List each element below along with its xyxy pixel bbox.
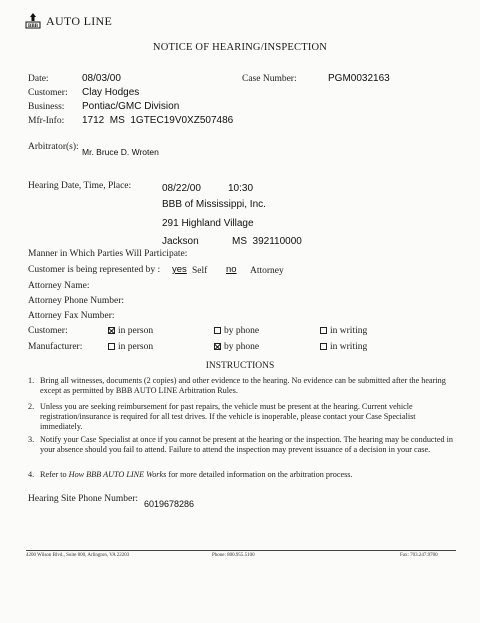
bbb-torch-logo-icon	[24, 12, 42, 30]
attorney-phone-label: Attorney Phone Number:	[28, 296, 125, 306]
instruction-item-4: 4. Refer to How BBB AUTO LINE Works for more detailed information on the arbitration process.	[28, 470, 353, 479]
manufacturer-in-person-option[interactable]: in person	[108, 342, 153, 352]
self-label: Self	[192, 266, 208, 276]
hearing-place-line1: BBB of Mississippi, Inc.	[162, 199, 266, 210]
date-label: Date:	[28, 74, 49, 84]
manufacturer-participation-label: Manufacturer:	[28, 342, 83, 352]
hearing-label: Hearing Date, Time, Place:	[28, 181, 132, 191]
hearing-city: Jackson	[162, 236, 199, 247]
instruction-item-1: 1. Bring all witnesses, documents (2 copies) and other evidence to the hearing. No evidence can be submitted after the hearing except as permitted by BBB AUTO LINE Arbitration Rules.	[28, 376, 446, 395]
customer-label: Customer:	[28, 88, 68, 98]
case-number-label: Case Number:	[242, 74, 297, 84]
footer-phone: Phone: 800.955.5100	[212, 553, 255, 558]
checkbox-icon[interactable]	[214, 327, 221, 334]
footer-divider	[26, 550, 456, 551]
attorney-name-label: Attorney Name:	[28, 281, 90, 291]
arbitrator-value: Mr. Bruce D. Wroten	[82, 147, 159, 157]
attorney-fax-label: Attorney Fax Number:	[28, 311, 115, 321]
attorney-label: Attorney	[250, 266, 284, 276]
instruction-item-3: 3. Notify your Case Specialist at once if you cannot be present at the hearing or the inspection. The hearing may be conducted in your absence should you fail to attend. Failure to attend the inspection may prevent issuance of a decision in your case.	[28, 435, 453, 454]
customer-participation-label: Customer:	[28, 326, 68, 336]
footer-fax: Fax: 703.247.9700	[400, 553, 438, 558]
checkbox-icon[interactable]	[320, 343, 327, 350]
mfr-info-value: 1712 MS 1GTEC19V0XZ507486	[82, 115, 234, 126]
case-number-value: PGM0032163	[328, 73, 390, 84]
hearing-site-phone-label: Hearing Site Phone Number:	[28, 494, 139, 504]
hearing-place-line2: 291 Highland Village	[162, 218, 254, 229]
hearing-state-zip: MS 392110000	[232, 236, 302, 247]
footer-address: 4200 Wilson Blvd., Suite 800, Arlington, VA 22203	[26, 553, 130, 558]
checkbox-icon[interactable]	[320, 327, 327, 334]
arbitrator-label: Arbitrator(s):	[28, 142, 79, 152]
checked-box-icon[interactable]	[108, 327, 115, 334]
checkbox-icon[interactable]	[108, 343, 115, 350]
customer-in-writing-option[interactable]: in writing	[320, 326, 367, 336]
customer-value: Clay Hodges	[82, 87, 140, 98]
hearing-site-phone-value: 6019678286	[144, 499, 195, 509]
page-title: NOTICE OF HEARING/INSPECTION	[152, 42, 328, 53]
attorney-mark: no	[226, 264, 237, 275]
date-value: 08/03/00	[82, 73, 121, 84]
self-mark: yes	[172, 264, 187, 275]
manufacturer-by-phone-option[interactable]: by phone	[214, 342, 259, 352]
checked-box-icon[interactable]	[214, 343, 221, 350]
customer-in-person-option[interactable]: in person	[108, 326, 153, 336]
svg-text:BBB: BBB	[27, 24, 39, 29]
hearing-time: 10:30	[228, 183, 254, 194]
instruction-item-2: 2. Unless you are seeking reimbursement for past repairs, the vehicle must be present at the hearing. Current vehicle registration/insurance is required for all test drives. If the vehicle is inoperable, please contact your Case Specialist immediately.	[28, 402, 416, 431]
business-label: Business:	[28, 102, 65, 112]
manufacturer-in-writing-option[interactable]: in writing	[320, 342, 367, 352]
business-value: Pontiac/GMC Division	[82, 101, 180, 112]
hearing-date: 08/22/00	[162, 183, 201, 194]
mfr-info-label: Mfr-Info:	[28, 116, 65, 126]
represented-label: Customer is being represented by :	[28, 265, 161, 275]
participation-heading: Manner in Which Parties Will Participate:	[28, 249, 188, 259]
instructions-heading: INSTRUCTIONS	[205, 361, 275, 371]
logo-text: AUTO LINE	[46, 14, 113, 28]
customer-by-phone-option[interactable]: by phone	[214, 326, 259, 336]
